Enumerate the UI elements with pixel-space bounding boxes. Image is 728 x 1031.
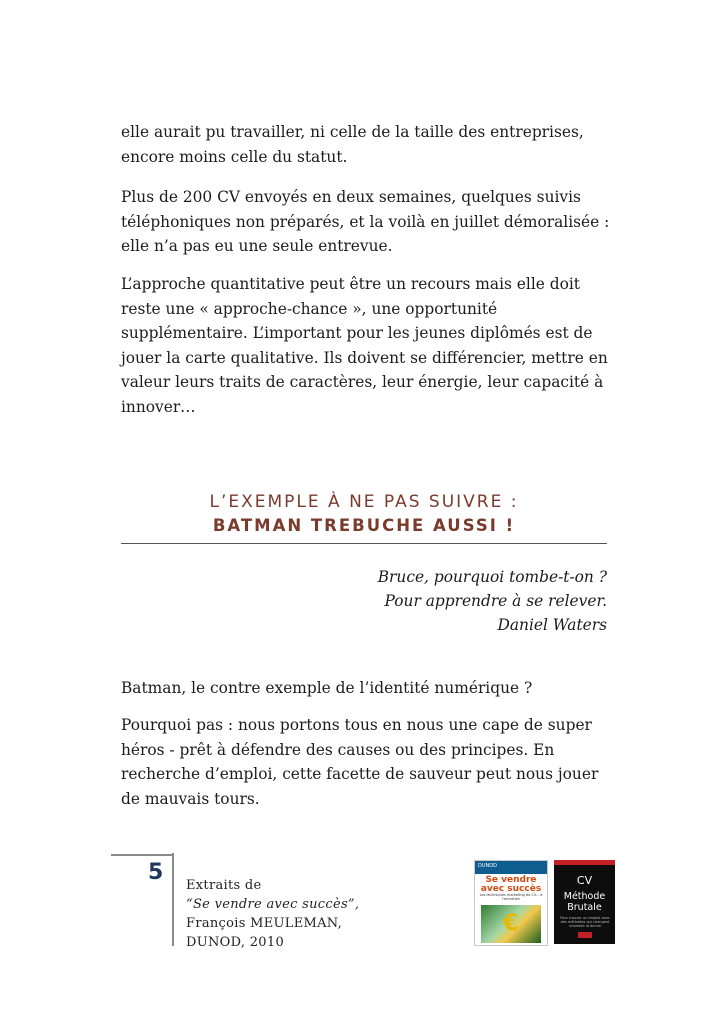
paragraph-cape: Pourquoi pas : nous portons tous en nous une cape de super héros - prêt à défendre des causes ou des principes. En recherche d’emploi, cette facette de sauveur peut nous jouer de mauvais tours. [121,716,599,808]
page-number: 5 [148,860,164,885]
section-heading-line1: L’EXEMPLE À NE PAS SUIVRE : [209,492,519,512]
paragraph-statut: elle aurait pu travailler, ni celle de la taille des entreprises, encore moins celle du statut. [121,123,584,166]
book2-band [554,860,615,865]
euro-icon: € [503,911,519,936]
paragraph-approach: L’approche quantitative peut être un recours mais elle doit reste une « approche-chance », une opportunité supplémentaire. L’important pour les jeunes diplômés est de jouer la carte qualitative. Ils doivent se différencier, mettre en valeur leurs traits de caractères, leur énergie, leur capacité à innover… [121,275,608,416]
footer-top-rule [111,854,172,856]
heading-divider [121,543,607,544]
footer-divider [172,853,174,946]
paragraph-batman-question: Batman, le contre exemple de l’identité numérique ? [121,679,533,697]
book2-subtitle-line2: Brutale [567,902,602,913]
book2-title: CV [576,874,593,887]
source-publisher: DUNOD, 2010 [186,935,285,950]
epigraph-line2: Pour apprendre à se relever. [384,592,607,610]
book2-subtitle-line1: Méthode [563,891,606,902]
source-author: François MEULEMAN, [186,916,343,931]
epigraph-author: Daniel Waters [497,616,607,634]
book1-title-line2: avec succès [480,884,542,894]
book-cover-se-vendre [474,860,548,946]
book2-publisher-logo [578,932,592,938]
book-cover-cv-methode [554,860,615,944]
epigraph-line1: Bruce, pourquoi tombe-t-on ? [377,568,607,586]
source-book-title: “Se vendre avec succès”, [186,897,360,912]
book1-euro-image [481,905,541,943]
book1-title-line1: Se vendre [485,875,537,885]
book2-blurb: Pour trouver un emploi avec des méthodes qui changent vraiment la donne [560,916,610,928]
book1-publisher: DUNOD [478,863,498,869]
book1-subtitle: Les techniques marketing du CV... à l'entretien [479,893,543,901]
section-heading-line2: BATMAN TREBUCHE AUSSI ! [212,516,516,535]
paragraph-cv-sent: Plus de 200 CV envoyés en deux semaines, quelques suivis téléphoniques non préparés, et la voilà en juillet démoralisée : elle n’a pas eu une seule entrevue. [121,188,610,256]
source-intro: Extraits de [186,878,262,893]
